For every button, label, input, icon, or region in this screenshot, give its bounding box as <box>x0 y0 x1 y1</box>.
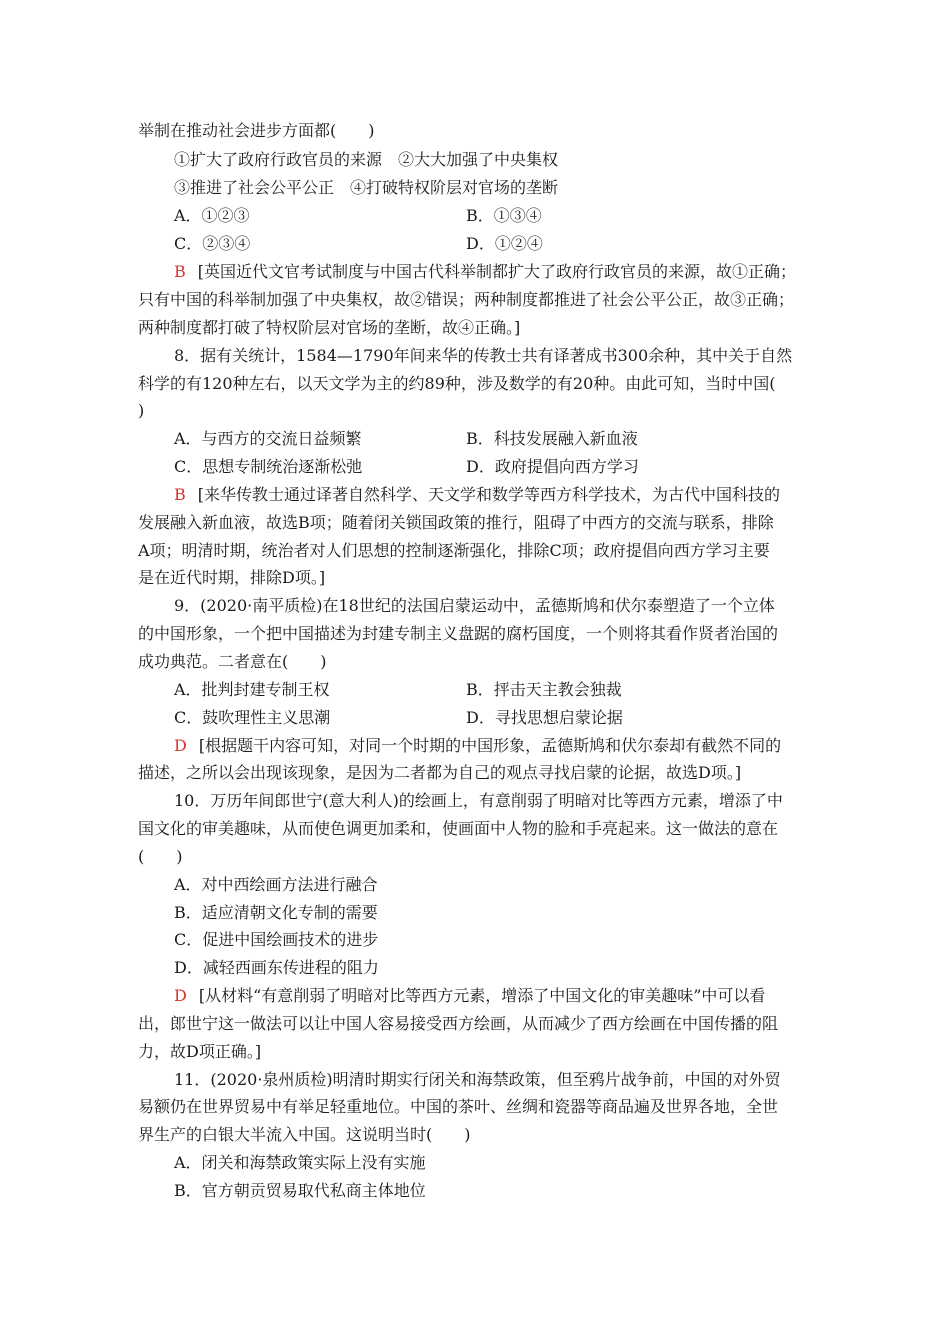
q11-stem-line-3: 界生产的白银大半流入中国。这说明当时( ) <box>138 1125 471 1144</box>
q7-explanation-line-1: B [英国近代文官考试制度与中国古代科举制都扩大了政府行政官员的来源，故①正确； <box>174 262 797 281</box>
q9-stem-line-2: 的中国形象，一个把中国描述为封建专制主义盘踞的腐朽国度，一个则将其看作贤者治国的 <box>138 624 779 643</box>
q9-stem-line-1: 9．(2020·南平质检)在18世纪的法国启蒙运动中，孟德斯鸠和伏尔泰塑造了一个立体 <box>174 596 775 615</box>
q7-answer: B <box>174 262 186 281</box>
q8-explanation-line-2: 发展融入新血液，故选B项；随着闭关锁国政策的推行，阻碍了中西方的交流与联系，排除 <box>138 513 774 532</box>
q8-explanation-line-1: B [来华传教士通过译著自然科学、天文学和数学等西方科学技术，为古代中国科技的 <box>174 485 781 504</box>
q8-option-b: B．科技发展融入新血液 <box>466 429 638 448</box>
q7-items-line-2: ③推进了社会公平公正 ④打破特权阶层对官场的垄断 <box>174 178 559 197</box>
q8-answer: B <box>174 485 186 504</box>
q10-option-c: C．促进中国绘画技术的进步 <box>174 930 379 949</box>
q8-stem-line-3: ) <box>138 401 145 420</box>
q7-option-a: A．①②③ <box>174 206 250 225</box>
q10-stem-line-2: 国文化的审美趣味，从而使色调更加柔和，使画面中人物的脸和手亮起来。这一做法的意在 <box>138 819 779 838</box>
q7-option-b: B．①③④ <box>466 206 542 225</box>
q9-option-d: D．寻找思想启蒙论据 <box>466 708 623 727</box>
q10-stem-line-3: ( ) <box>138 847 183 866</box>
q10-explanation-line-3: 力，故D项正确。] <box>138 1042 262 1061</box>
q8-explanation-line-3: A项；明清时期，统治者对人们思想的控制逐渐强化，排除C项；政府提倡向西方学习主要 <box>138 541 770 560</box>
q8-option-d: D．政府提倡向西方学习 <box>466 457 639 476</box>
q9-answer: D <box>174 736 187 755</box>
q7-explanation-line-2: 只有中国的科举制加强了中央集权，故②错误；两种制度都推进了社会公平公正，故③正确； <box>138 290 795 309</box>
q7-items-line-1: ①扩大了政府行政官员的来源 ②大大加强了中央集权 <box>174 150 559 169</box>
q11-option-a: A．闭关和海禁政策实际上没有实施 <box>174 1153 426 1172</box>
q7-explanation-line-3: 两种制度都打破了特权阶层对官场的垄断，故④正确。] <box>138 318 521 337</box>
q9-option-c: C．鼓吹理性主义思潮 <box>174 708 331 727</box>
q10-explanation-line-2: 出，郎世宁这一做法可以让中国人容易接受西方绘画，从而减少了西方绘画在中国传播的阻 <box>138 1014 779 1033</box>
q9-stem-line-3: 成功典范。二者意在( ) <box>138 652 327 671</box>
q10-explanation-line-1: D [从材料“有意削弱了明暗对比等西方元素，增添了中国文化的审美趣味”中可以看 <box>174 986 766 1005</box>
q8-stem-line-1: 8．据有关统计，1584—1790年间来华的传教士共有译著成书300余种，其中关于自然 <box>174 346 793 365</box>
q7-option-c: C．②③④ <box>174 234 251 253</box>
q10-option-a: A．对中西绘画方法进行融合 <box>174 875 378 894</box>
q8-stem-line-2: 科学的有120种左右，以天文学为主的约89种，涉及数学的有20种。由此可知，当时中国( <box>138 374 776 393</box>
q7-stem: 举制在推动社会进步方面都( ) <box>138 121 375 140</box>
q8-explanation-line-4: 是在近代时期，排除D项。] <box>138 568 326 587</box>
q7-option-d: D．①②④ <box>466 234 543 253</box>
q10-stem-line-1: 10．万历年间郎世宁(意大利人)的绘画上，有意削弱了明暗对比等西方元素，增添了中 <box>174 791 783 810</box>
q10-answer: D <box>174 986 187 1005</box>
q8-option-c: C．思想专制统治逐渐松弛 <box>174 457 363 476</box>
q11-option-b: B．官方朝贡贸易取代私商主体地位 <box>174 1181 426 1200</box>
q10-option-d: D．减轻西画东传进程的阻力 <box>174 958 379 977</box>
q10-option-b: B．适应清朝文化专制的需要 <box>174 903 378 922</box>
q9-explanation-line-2: 描述，之所以会出现该现象，是因为二者都为自己的观点寻找启蒙的论据，故选D项。] <box>138 763 742 782</box>
q9-option-b: B．抨击天主教会独裁 <box>466 680 622 699</box>
q9-option-a: A．批判封建专制王权 <box>174 680 330 699</box>
q11-stem-line-2: 易额仍在世界贸易中有举足轻重地位。中国的茶叶、丝绸和瓷器等商品遍及世界各地，全世 <box>138 1097 779 1116</box>
q11-stem-line-1: 11．(2020·泉州质检)明清时期实行闭关和海禁政策，但至鸦片战争前，中国的对外贸 <box>174 1070 781 1089</box>
q9-explanation-line-1: D [根据题干内容可知，对同一个时期的中国形象，孟德斯鸠和伏尔泰却有截然不同的 <box>174 736 782 755</box>
q8-option-a: A．与西方的交流日益频繁 <box>174 429 362 448</box>
